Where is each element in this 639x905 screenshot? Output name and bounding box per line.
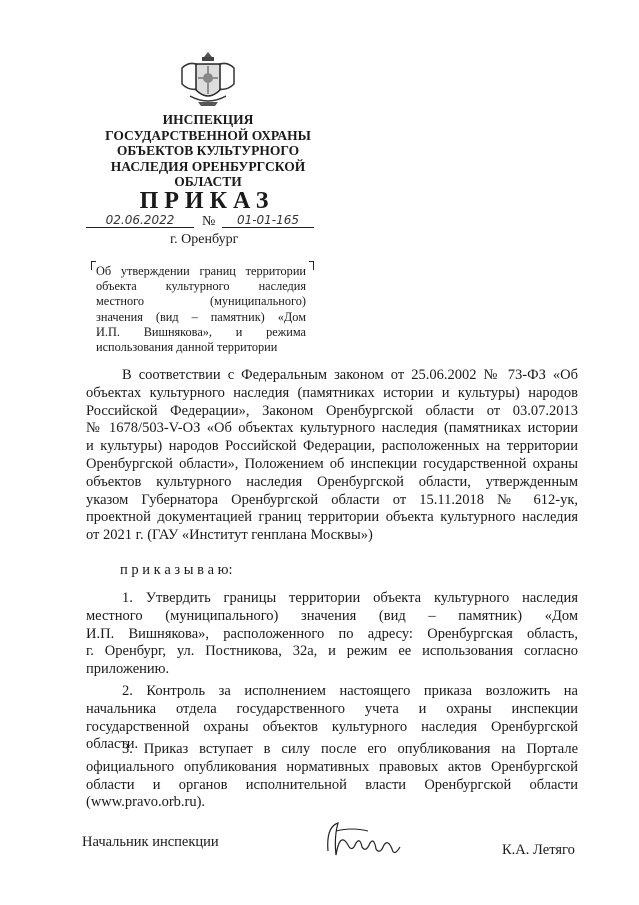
text-line: начальника отдела государственного учета и охраны инспекции <box>86 700 578 717</box>
document-title: ПРИКАЗ <box>139 188 275 214</box>
subject-line: местного (муниципального) <box>96 294 306 309</box>
text-line: приложению. <box>86 661 170 678</box>
order-number: 01-01-165 <box>222 213 314 228</box>
order-date: 02.06.2022 <box>86 213 194 228</box>
number-sign: № <box>202 214 216 229</box>
text-line: Российской Федерации», Законом Оренбургской области от 03.07.2013 <box>86 402 578 419</box>
handwritten-signature <box>322 817 402 861</box>
text-line: 1. Утвердить границы территории объекта культурного наследия <box>122 590 578 606</box>
subject-line: значения (вид – памятник) «Дом <box>96 309 306 324</box>
text-line: государственной охраны объектов культурного наследия Оренбургской <box>86 718 578 735</box>
text-line: Оренбургской области», Положением об инспекции государственной охраны <box>86 455 578 472</box>
text-line: официального опубликования нормативных правовых актов Оренбургской <box>86 758 578 775</box>
subject-line: И.П. Вишнякова», и режима <box>96 324 306 339</box>
text-line: г. Оренбург, ул. Постникова, 32а, и режим ее использования согласно <box>86 643 578 660</box>
signatory-name: К.А. Летяго <box>502 842 575 858</box>
text-line: области. <box>86 736 139 753</box>
org-line: ОБЪЕКТОВ КУЛЬТУРНОГО <box>116 143 300 158</box>
bracket-right <box>309 261 314 270</box>
subject-line: Об утверждении границ территории <box>96 264 306 278</box>
order-item-3 <box>86 741 578 812</box>
subject-line: использования данной территории <box>96 340 278 355</box>
city: г. Оренбург <box>170 232 239 247</box>
text-line: области и органов исполнительной власти Оренбургской области <box>86 776 578 793</box>
organization-name <box>60 112 356 190</box>
text-line: от 2021 г. (ГАУ «Институт генплана Москвы») <box>86 527 373 544</box>
text-line: объектов культурного наследия Оренбургской области, утвержденным <box>86 473 578 490</box>
text-line: (www.pravo.orb.ru). <box>86 794 206 811</box>
text-line: И.П. Вишнякова», расположенного по адресу: Оренбургская область, <box>86 625 578 642</box>
org-line: ИНСПЕКЦИЯ <box>162 112 254 127</box>
org-line: НАСЛЕДИЯ ОРЕНБУРГСКОЙ <box>110 158 306 174</box>
text-line: В соответствии с Федеральным законом от 25.06.2002 № 73-ФЗ «Об <box>122 367 578 383</box>
order-item-1 <box>86 590 578 679</box>
text-line: и культуры) народов Российской Федерации, расположенных на территории <box>86 438 578 455</box>
order-subject <box>96 264 306 355</box>
coat-of-arms-icon <box>176 48 240 112</box>
org-line: ОБЛАСТИ <box>174 174 242 189</box>
subject-line: объекта культурного наследия <box>96 279 306 294</box>
text-line: 3. Приказ вступает в силу после его опубликования на Портале <box>122 741 578 757</box>
text-line: объектах культурного наследия (памятниках истории и культуры) народов <box>86 384 578 401</box>
order-word: п р и к а з ы в а ю: <box>120 562 233 578</box>
text-line: указом Губернатора Оренбургской области от 15.11.2018 № 612-ук, <box>86 491 578 508</box>
org-line: ГОСУДАРСТВЕННОЙ ОХРАНЫ <box>105 127 311 143</box>
signatory-position: Начальник инспекции <box>82 834 219 850</box>
preamble <box>86 367 578 545</box>
text-line: местного (муниципального) значения (вид – памятник) «Дом <box>86 607 578 624</box>
text-line: проектной документацией границ территории объекта культурного наследия <box>86 509 578 526</box>
text-line: № 1678/503-V-ОЗ «Об объектах культурного наследия (памятниках истории <box>86 420 578 437</box>
text-line: 2. Контроль за исполнением настоящего приказа возложить на <box>122 683 578 699</box>
